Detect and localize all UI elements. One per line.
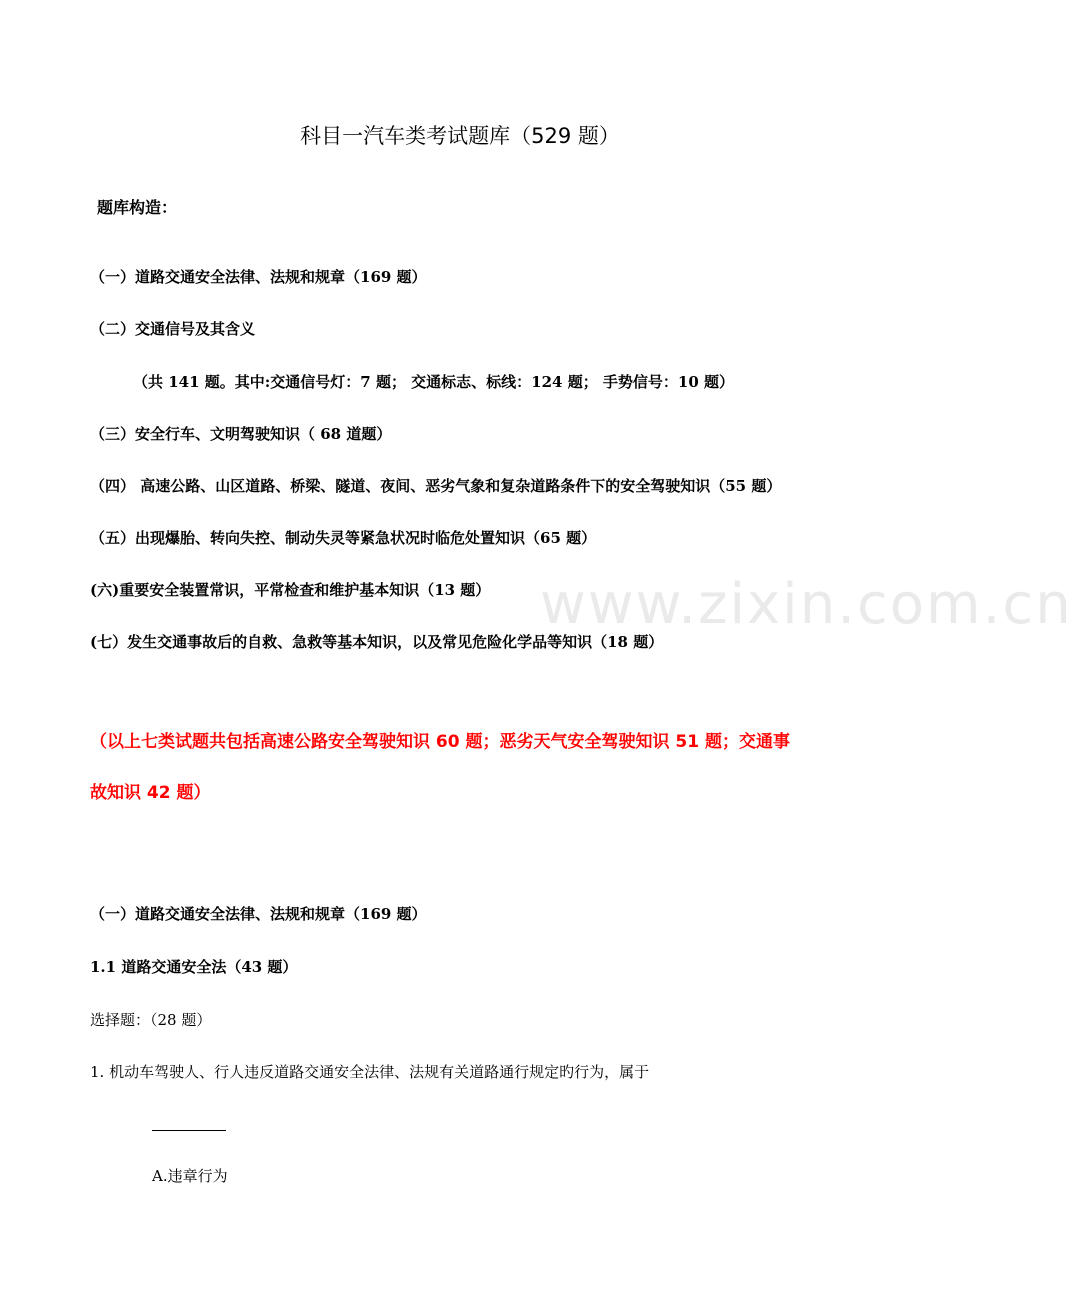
watermark-text: www.zixin.com.cn [540,572,1073,637]
category-item-7: (七）发生交通事故后的自救、急救等基本知识，以及常见危险化学品等知识（18 题） [90,633,664,651]
category-item-2: （二）交通信号及其含义 [90,320,256,338]
structure-heading: 题库构造： [97,198,178,217]
question-1-text: 1. 机动车驾驶人、行人违反道路交通安全法律、法规有关道路通行规定旳行为，属于 [90,1063,650,1081]
question-1-option-a: A.违章行为 [152,1167,228,1185]
category-item-3: （三）安全行车、文明驾驶知识（ 68 道题） [90,425,392,443]
question-type-label: 选择题：（28 题） [90,1011,212,1029]
summary-note-line-2: 故知识 42 题） [90,783,211,803]
category-item-1: （一）道路交通安全法律、法规和规章（169 题） [90,268,427,286]
section-subheading: 1.1 道路交通安全法（43 题） [90,958,298,976]
page-title: 科目一汽车类考试题库（529 题） [300,124,620,148]
category-item-5: （五）出现爆胎、转向失控、制动失灵等紧急状况时临危处置知识（65 题） [90,529,597,547]
answer-blank-line [152,1130,226,1131]
summary-note-line-1: （以上七类试题共包括高速公路安全驾驶知识 60 题；恶劣天气安全驾驶知识 51 题；交通事 [90,732,790,752]
category-item-6: (六)重要安全装置常识，平常检查和维护基本知识（13 题） [90,581,491,599]
category-item-2-detail: （共 141 题。其中:交通信号灯：7 题； 交通标志、标线：124 题； 手势信号：10 题） [133,373,735,391]
category-item-4: （四） 高速公路、山区道路、桥梁、隧道、夜间、恶劣气象和复杂道路条件下的安全驾驶知识（55 题） [90,477,782,495]
section-heading: （一）道路交通安全法律、法规和规章（169 题） [90,905,427,923]
